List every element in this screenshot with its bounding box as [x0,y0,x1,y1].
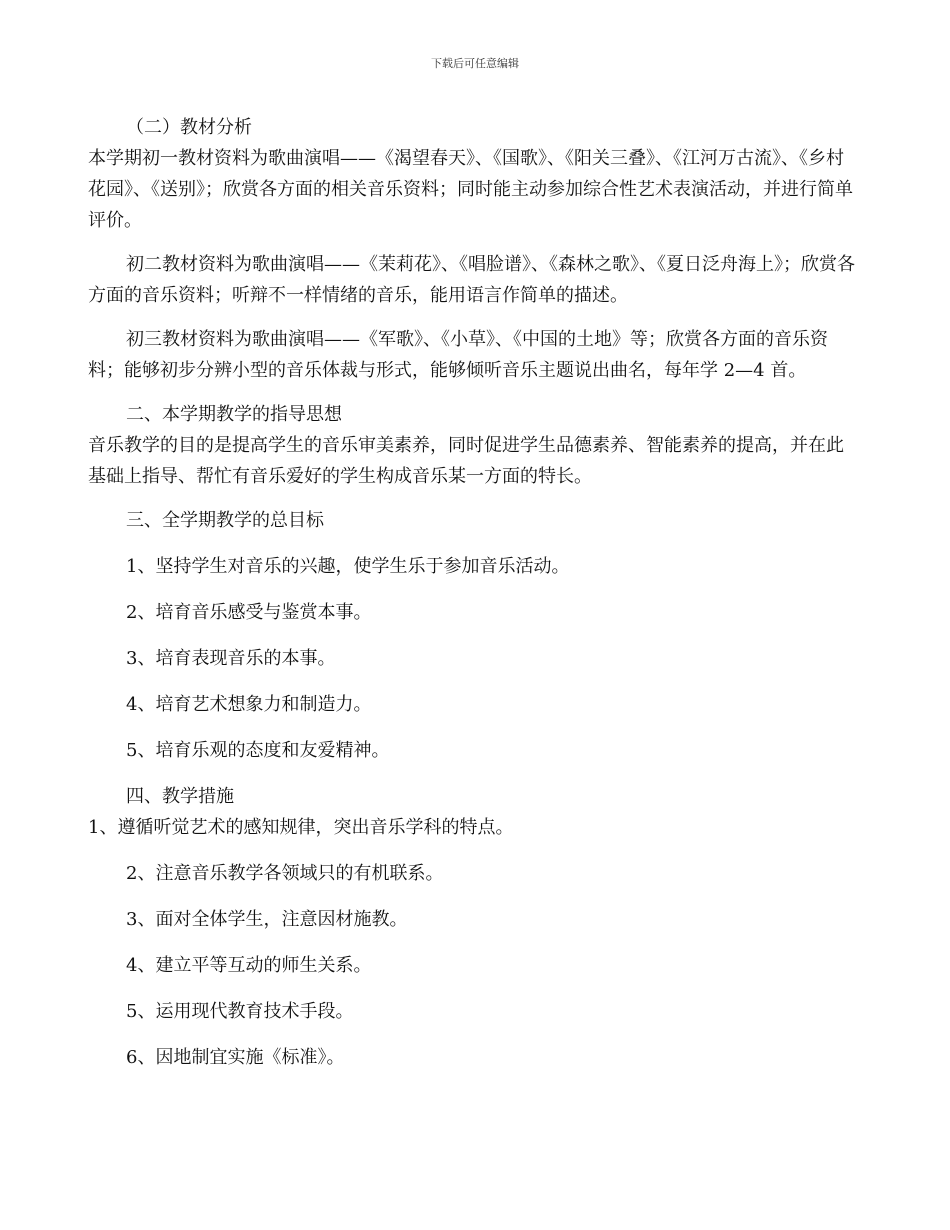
list-item-goal: 5、培育乐观的态度和友爱精神。 [126,740,390,761]
list-item-goal: 1、坚持学生对音乐的兴趣，使学生乐于参加音乐活动。 [126,556,570,577]
list-item-measure: 5、运用现代教育技术手段。 [126,1001,354,1022]
list-item-goal: 3、培育表现音乐的本事。 [126,648,336,669]
list-item-measure: 1、遵循听觉艺术的感知规律，突出音乐学科的特点。 [88,817,514,838]
section-heading-textbook: （二）教材分析 [126,117,252,138]
list-item-measure: 4、建立平等互动的师生关系。 [126,955,372,976]
list-item-measure: 6、因地制宜实施《标准》。 [126,1047,345,1068]
list-item-goal: 2、培育音乐感受与鉴赏本事。 [126,602,372,623]
list-item-measure: 3、面对全体学生，注意因材施教。 [126,909,408,930]
section-heading-goals: 三、全学期教学的总目标 [126,510,324,531]
paragraph-grade2-materials: 初二教材资料为歌曲演唱——《茉莉花》、《唱脸谱》、《森林之歌》、《夏日泛舟海上》；欣赏各方面的音乐资料；听辩不一样情绪的音乐，能用语言作简单的描述。 [88,254,855,306]
document-body [88,112,860,1073]
list-item-measure: 2、注意音乐教学各领域只的有机联系。 [126,863,444,884]
paragraph-guiding-thought: 音乐教学的目的是提高学生的音乐审美素养，同时促进学生品德素养、智能素养的提高，并在此基础上指导、帮忙有音乐爱好的学生构成音乐某一方面的特长。 [88,435,844,487]
paragraph-grade3-materials: 初三教材资料为歌曲演唱——《军歌》、《小草》、《中国的土地》等；欣赏各方面的音乐资料；能够初步分辨小型的音乐体裁与形式，能够倾听音乐主题说出曲名，每年学 2—4 首。 [88,329,828,381]
section-heading-guiding-thought: 二、本学期教学的指导思想 [126,404,342,425]
page-header-note: 下载后可任意编辑 [431,57,519,70]
list-item-goal: 4、培育艺术想象力和制造力。 [126,694,372,715]
section-heading-measures: 四、教学措施 [126,786,234,807]
paragraph-grade1-materials: 本学期初一教材资料为歌曲演唱——《渴望春天》、《国歌》、《阳关三叠》、《江河万古流》、《乡村花园》、《送别》；欣赏各方面的相关音乐资料；同时能主动参加综合性艺术表演活动，并进行简单评价。 [88,148,853,231]
